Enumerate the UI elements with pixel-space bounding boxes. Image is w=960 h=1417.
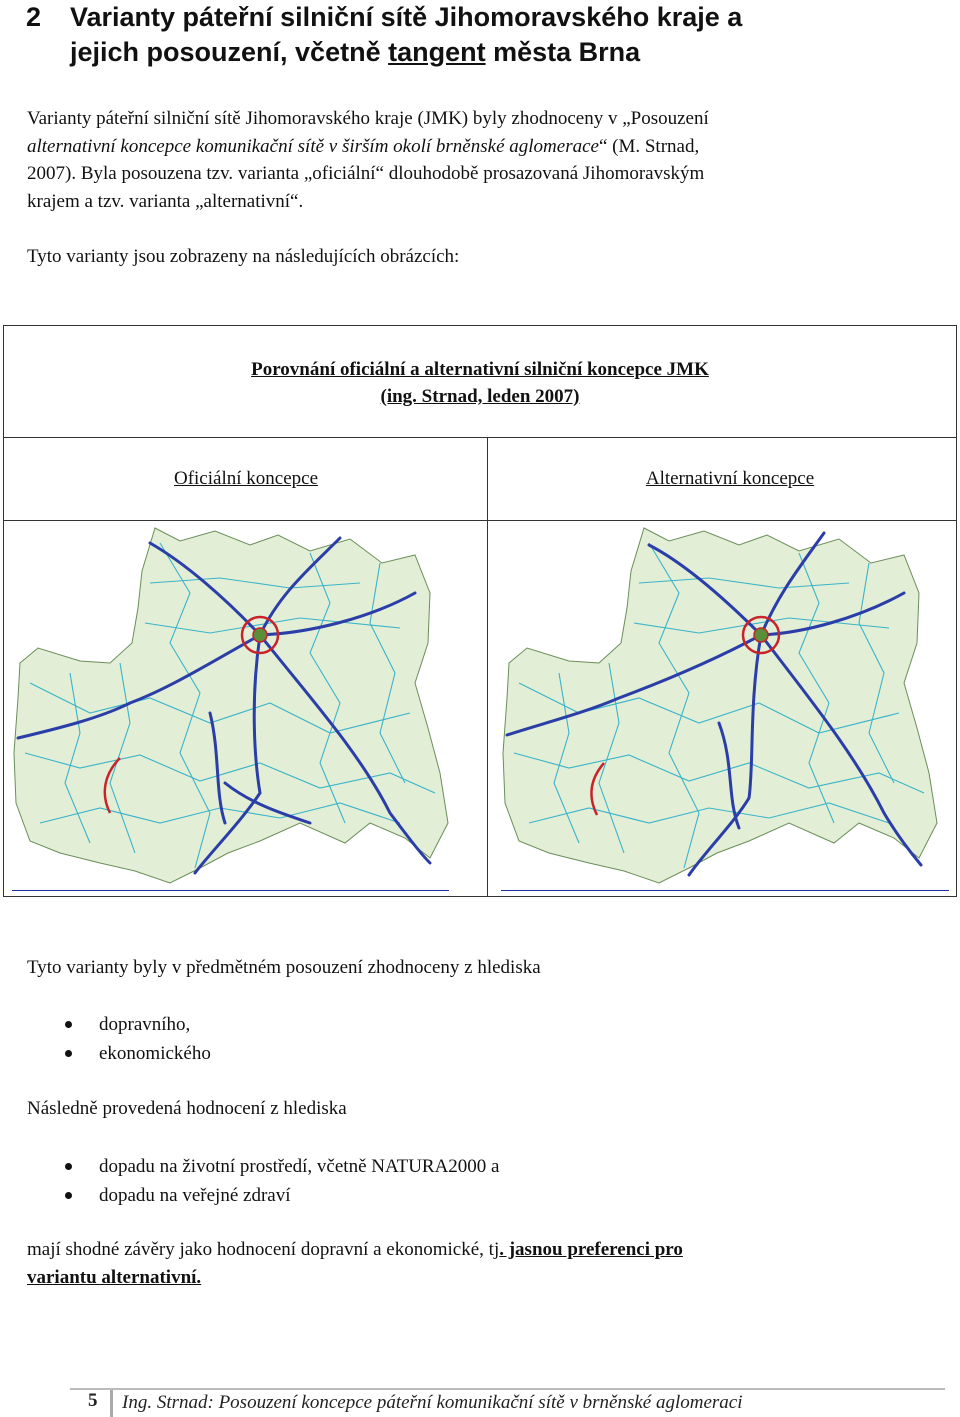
list-item xyxy=(64,1152,764,1181)
figures-intro: Tyto varianty jsou zobrazeny na následujících obrázcích: xyxy=(27,246,460,267)
conclusion-emphasis: . jasnou preferenci pro xyxy=(499,1239,683,1260)
table-divider xyxy=(4,437,956,438)
title-underlined-word: tangent xyxy=(388,37,486,67)
bullet-icon xyxy=(65,1163,72,1170)
title-part: jejich posouzení, včetně xyxy=(70,37,389,67)
list-item-text: ekonomického xyxy=(99,1043,211,1064)
bullet-icon xyxy=(65,1050,72,1057)
list-item xyxy=(64,1039,764,1068)
criteria-list-2 xyxy=(64,1152,764,1210)
table-column-divider xyxy=(487,438,488,896)
column-header-official: Oficiální koncepce xyxy=(173,468,318,489)
title-part: města Brna xyxy=(485,37,641,67)
comparison-table xyxy=(3,325,957,897)
table-caption-line2: (ing. Strnad, leden 2007) xyxy=(380,386,580,407)
footer-text: Ing. Strnad: Posouzení koncepce páteřní komunikační sítě v brněnské aglomeraci xyxy=(122,1392,743,1413)
conclusion-emphasis: variantu alternativní. xyxy=(27,1266,202,1288)
list-item-text: dopadu na veřejné zdraví xyxy=(99,1185,291,1206)
map-alternative-underline xyxy=(501,890,949,891)
conclusion-line1 xyxy=(27,1236,934,1264)
table-divider xyxy=(4,520,956,521)
map-alternative-concept xyxy=(499,523,947,893)
criteria-list-1 xyxy=(64,1010,764,1068)
footer-separator xyxy=(110,1390,113,1417)
evaluated-intro: Tyto varianty byly v předmětném posouzení zhodnoceny z hlediska xyxy=(27,957,541,978)
intro-text: “ (M. Strnad, xyxy=(598,135,700,157)
brno-city xyxy=(754,628,768,642)
map-official-underline xyxy=(12,890,449,891)
intro-line: Varianty páteřní silniční sítě Jihomoravského kraje (JMK) byly zhodnoceny v „Posouzení xyxy=(27,108,709,129)
section-title xyxy=(70,0,930,70)
intro-line: 2007). Byla posouzena tzv. varianta „oficiální“ dlouhodobě prosazovaná Jihomoravským xyxy=(27,163,705,184)
cited-title: alternativní koncepce komunikační sítě v širším okolí brněnské aglomerace xyxy=(27,135,599,157)
footer-rule xyxy=(70,1388,945,1390)
page-number: 5 xyxy=(88,1390,98,1411)
followup-intro: Následně provedená hodnocení z hlediska xyxy=(27,1098,347,1119)
list-item xyxy=(64,1010,764,1039)
intro-line: krajem a tzv. varianta „alternativní“. xyxy=(27,190,304,212)
list-item-text: dopadu na životní prostředí, včetně NATURA2000 a xyxy=(99,1156,500,1177)
intro-paragraph xyxy=(27,105,934,215)
conclusion-line2 xyxy=(27,1264,934,1292)
brno-city xyxy=(253,628,267,642)
intro-line xyxy=(27,133,934,161)
bullet-icon xyxy=(65,1192,72,1199)
section-title-line2 xyxy=(70,35,930,70)
map-official-concept xyxy=(10,523,458,893)
list-item-text: dopravního, xyxy=(99,1014,191,1035)
section-title-line1: Varianty páteřní silniční sítě Jihomoravského kraje a xyxy=(70,2,743,32)
region-shape xyxy=(503,528,937,883)
conclusion xyxy=(27,1236,934,1291)
section-number: 2 xyxy=(26,2,42,32)
list-item xyxy=(64,1181,764,1210)
column-header-alternative: Alternativní koncepce xyxy=(645,468,815,489)
conclusion-text: mají shodné závěry jako hodnocení dopravní a ekonomické, tj xyxy=(27,1239,500,1260)
table-caption-line1: Porovnání oficiální a alternativní silniční koncepce JMK xyxy=(251,359,709,380)
bullet-icon xyxy=(65,1021,72,1028)
